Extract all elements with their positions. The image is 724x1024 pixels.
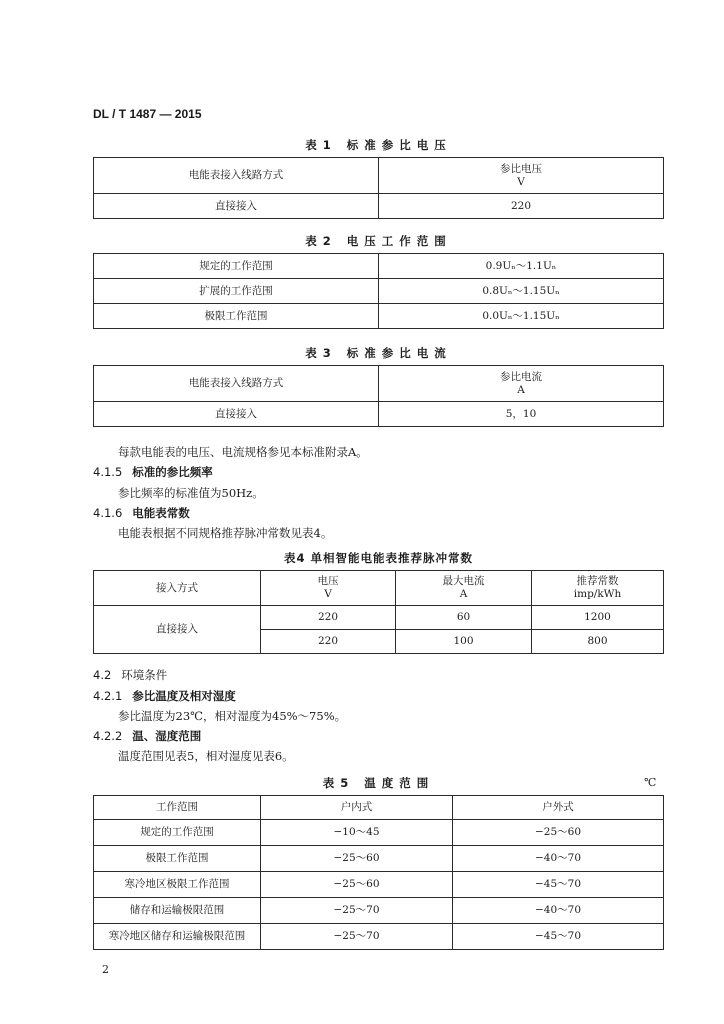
- section-heading-4-1-5: [93, 464, 213, 480]
- table3-col2-header-l1: 参比电流: [500, 370, 542, 383]
- table3-col2-header: [379, 366, 664, 402]
- table2: [93, 253, 664, 329]
- table1-col1-header-text: 电能表接入线路方式: [188, 169, 284, 181]
- table5-header-cell: 户内式: [261, 796, 453, 820]
- table5-outdoor-cell: −40～70: [453, 898, 664, 924]
- table5-row-label: 规定的工作范围: [94, 820, 261, 846]
- table1-col2-header-l2: V: [517, 175, 525, 188]
- table5-header-cell: 工作范围: [94, 796, 261, 820]
- paragraph: 参比温度为23℃，相对湿度为45%～75%。: [118, 709, 347, 723]
- section-heading-4-2: [93, 667, 167, 683]
- section-number: 4.2.1: [93, 689, 123, 703]
- table2-caption: 表2 电压工作范围: [305, 234, 452, 248]
- table5-unit: ℃: [644, 776, 657, 789]
- table4-header-voltage: [261, 571, 396, 606]
- table5-row-label: 寒冷地区储存和运输极限范围: [94, 924, 261, 950]
- table5-outdoor-cell: −25～60: [453, 820, 664, 846]
- section-title: 环境条件: [121, 668, 168, 682]
- paragraph: 电能表根据不同规格推荐脉冲常数见表4。: [118, 526, 333, 540]
- section-heading-4-2-1: [93, 688, 236, 704]
- standard-number: DL / T 1487 — 2015: [93, 107, 202, 121]
- table1: [93, 157, 664, 219]
- paragraph: 参比频率的标准值为50Hz。: [118, 486, 264, 500]
- table4: [93, 570, 664, 654]
- table3-row-label: 直接接入: [94, 402, 379, 427]
- table2-row-label: 极限工作范围: [94, 304, 379, 329]
- section-heading-4-1-6: [93, 505, 190, 521]
- table4-header-constant-l2: imp/kWh: [573, 588, 622, 600]
- table4-caption: 表4 单相智能电能表推荐脉冲常数: [283, 551, 473, 565]
- table5: [93, 795, 664, 950]
- table1-row-value: 220: [379, 194, 664, 219]
- table2-row-value: 0.0Uₙ～1.15Uₙ: [379, 304, 664, 329]
- table4-current-cell: 100: [396, 630, 532, 654]
- table4-constant-cell: 800: [532, 630, 664, 654]
- table4-header-voltage-l2: V: [324, 588, 332, 600]
- table4-header-current-l2: A: [459, 588, 468, 600]
- page-number: 2: [102, 963, 109, 976]
- table1-col2-header: [379, 158, 664, 194]
- table4-constant-cell: 1200: [532, 606, 664, 630]
- table5-outdoor-cell: −40～70: [453, 846, 664, 872]
- section-number: 4.2.2: [93, 729, 123, 743]
- table3-col2-header-l2: A: [517, 383, 525, 396]
- table5-indoor-cell: −25～60: [261, 872, 453, 898]
- section-title: 电能表常数: [132, 506, 190, 520]
- section-number: 4.2: [93, 668, 112, 682]
- table5-caption: 表5 温度范围: [322, 776, 435, 790]
- table4-header-voltage-l1: 电压: [317, 575, 339, 587]
- table1-row-label: 直接接入: [94, 194, 379, 219]
- table2-row-value: 0.9Uₙ～1.1Uₙ: [379, 254, 664, 279]
- table4-header-method: 接入方式: [94, 571, 261, 606]
- table1-caption: 表1 标准参比电压: [305, 138, 452, 152]
- table5-outdoor-cell: −45～70: [453, 924, 664, 950]
- table4-header-current-l1: 最大电流: [442, 575, 485, 587]
- table2-row-label: 扩展的工作范围: [94, 279, 379, 304]
- table5-row-label: 极限工作范围: [94, 846, 261, 872]
- table4-voltage-cell: 220: [261, 630, 396, 654]
- table3: [93, 365, 664, 427]
- section-heading-4-2-2: [93, 728, 201, 744]
- table5-row-label: 储存和运输极限范围: [94, 898, 261, 924]
- section-number: 4.1.5: [93, 465, 123, 479]
- section-title: 标准的参比频率: [132, 465, 213, 479]
- table4-voltage-cell: 220: [261, 606, 396, 630]
- section-number: 4.1.6: [93, 506, 123, 520]
- table4-header-constant: [532, 571, 664, 606]
- table5-outdoor-cell: −45～70: [453, 872, 664, 898]
- table2-row-label: 规定的工作范围: [94, 254, 379, 279]
- table4-method-cell: 直接接入: [94, 606, 261, 654]
- section-title: 温、湿度范围: [132, 729, 202, 743]
- table3-row-value: 5，10: [379, 402, 664, 427]
- table5-header-cell: 户外式: [453, 796, 664, 820]
- paragraph: 温度范围见表5，相对湿度见表6。: [118, 749, 294, 763]
- table5-row-label: 寒冷地区极限工作范围: [94, 872, 261, 898]
- table5-indoor-cell: −10～45: [261, 820, 453, 846]
- table4-header-constant-l1: 推荐常数: [576, 575, 619, 587]
- table3-col1-header: 电能表接入线路方式: [94, 366, 379, 402]
- paragraph: 每款电能表的电压、电流规格参见本标准附录A。: [118, 445, 368, 459]
- table4-header-current: [396, 571, 532, 606]
- section-title: 参比温度及相对湿度: [132, 689, 236, 703]
- table1-col1-header: [94, 158, 379, 194]
- table5-indoor-cell: −25～60: [261, 846, 453, 872]
- table5-indoor-cell: −25～70: [261, 924, 453, 950]
- table2-row-value: 0.8Uₙ～1.15Uₙ: [379, 279, 664, 304]
- table1-col2-header-l1: 参比电压: [500, 162, 542, 175]
- table4-current-cell: 60: [396, 606, 532, 630]
- table5-indoor-cell: −25～70: [261, 898, 453, 924]
- table3-caption: 表3 标准参比电流: [305, 346, 452, 360]
